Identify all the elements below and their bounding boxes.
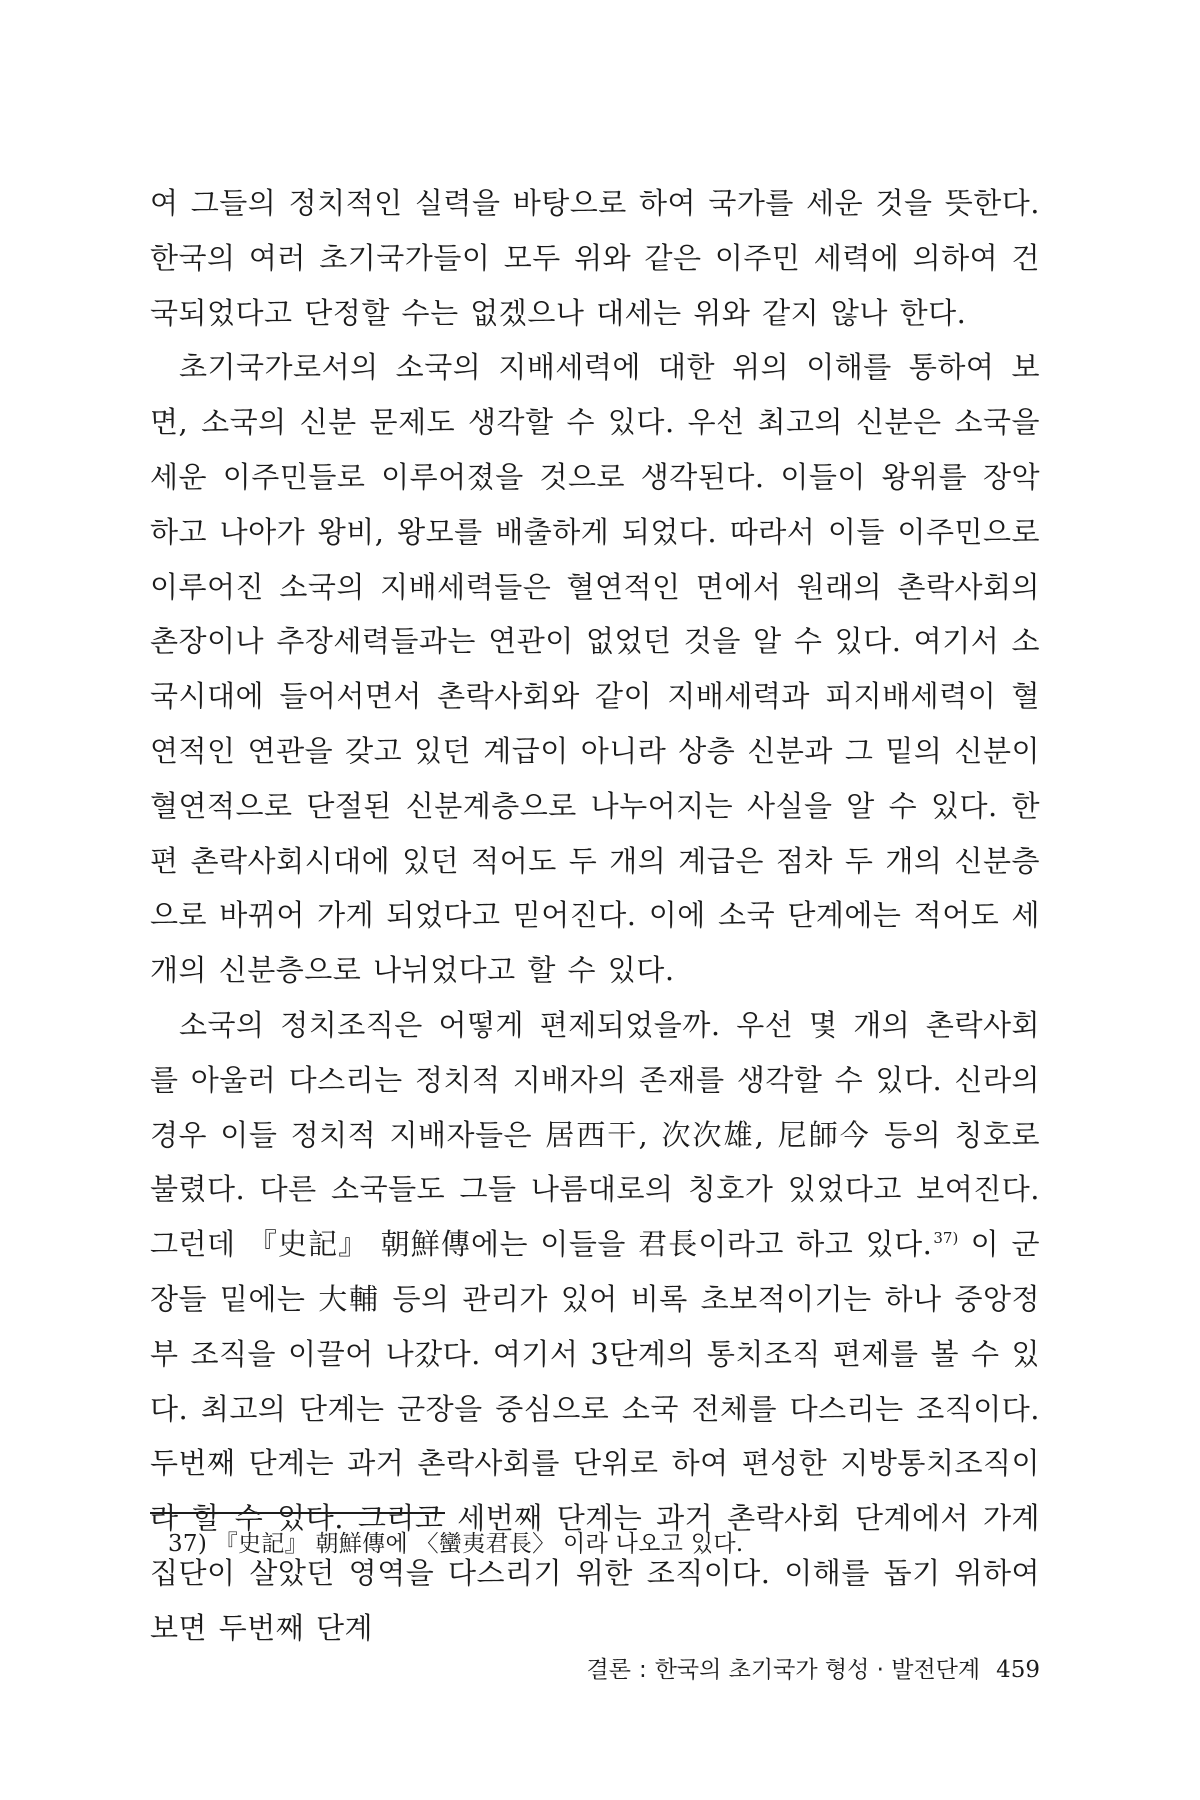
paragraph-2: 초기국가로서의 소국의 지배세력에 대한 위의 이해를 통하여 보면, 소국의 신분 문제도 생각할 수 있다. 우선 최고의 신분은 소국을 세운 이주민들로 이루어졌을 것으로 생각된다. 이들이 왕위를 장악하고 나아가 왕비, 왕모를 배출하게 되었다. 따라서 이들 이주민으로 이루어진 소국의 지배세력들은 혈연적인 면에서 원래의 촌락사회의 촌장이나 추장세력들과는 연관이 없었던 것을 알 수 있다. 여기서 소국시대에 들어서면서 촌락사회와 같이 지배세력과 피지배세력이 혈연적인 연관을 갖고 있던 계급이 아니라 상층 신분과 그 밑의 신분이 혈연적으로 단절된 신분계층으로 나누어지는 사실을 알 수 있다. 한편 촌락사회시대에 있던 적어도 두 개의 계급은 점차 두 개의 신분층으로 바뀌어 가게 되었다고 믿어진다. 이에 소국 단계에는 적어도 세 개의 신분층으로 나뉘었다고 할 수 있다. (150, 350, 1040, 988)
footnote-reference-37[interactable]: 37) (933, 1229, 959, 1248)
footer-chapter-label: 결론 (586, 1657, 631, 1683)
running-footer (587, 1654, 1040, 1686)
paragraph-3-text-after-note: 이 군장들 밑에는 大輔 등의 관리가 있어 비록 초보적이기는 하나 중앙정부 조직을 이끌어 나갔다. 여기서 3단계의 통치조직 편제를 볼 수 있다. 최고의 단계는 군장을 중심으로 소국 전체를 다스리는 조직이다. 두번째 단계는 과거 촌락사회를 단위로 하여 편성한 지방통치조직이라 할 수 있다. 그리고 세번째 단계는 과거 촌락사회 단계에서 가계집단이 살았던 영역을 다스리기 위한 조직이다. 이해를 돕기 위하여 보면 두번째 단계 (150, 1227, 1040, 1645)
paragraph-1: 여 그들의 정치적인 실력을 바탕으로 하여 국가를 세운 것을 뜻한다. 한국의 여러 초기국가들이 모두 위와 같은 이주민 세력에 의하여 건국되었다고 단정할 수는 없겠으나 대세는 위와 같지 않나 한다. (150, 186, 1040, 330)
footer-chapter-title: 한국의 초기국가 형성 · 발전단계 (654, 1657, 981, 1683)
paragraph-3-text-before-note: 소국의 정치조직은 어떻게 편제되었을까. 우선 몇 개의 촌락사회를 아울러 다스리는 정치적 지배자의 존재를 생각할 수 있다. 신라의 경우 이들 정치적 지배자들은 居西干, 次次雄, 尼師今 등의 칭호로 불렸다. 다른 소국들도 그들 나름대로의 칭호가 있었다고 보여진다. 그런데 『史記』 朝鮮傳에는 이들을 君長이라고 하고 있다. (150, 1007, 1040, 1262)
page-number: 459 (996, 1657, 1040, 1683)
footnote-37: 37) 『史記』 朝鮮傳에 〈蠻夷君長〉 이라 나오고 있다. (168, 1531, 744, 1557)
book-page (150, 176, 1040, 1736)
footer-separator: : (638, 1657, 647, 1683)
footnote-divider (150, 1512, 445, 1514)
body-text (150, 176, 1040, 1656)
